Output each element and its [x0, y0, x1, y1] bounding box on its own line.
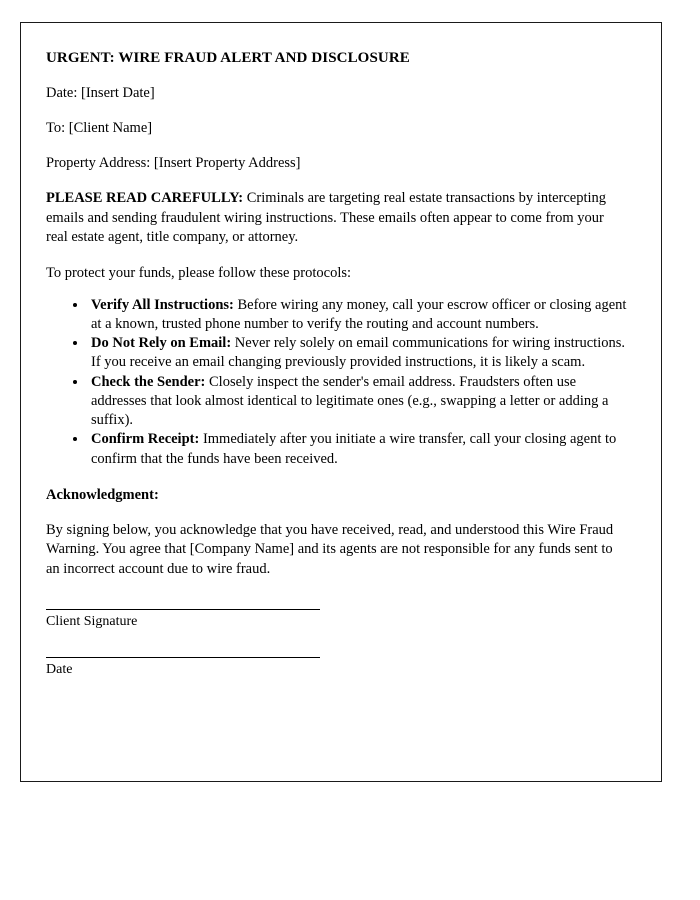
field-property-address: Property Address: [Insert Property Address]: [46, 155, 301, 172]
list-item: [88, 296, 627, 335]
protocols-intro: To protect your funds, please follow these protocols:: [46, 265, 352, 282]
protocol-body: Closely inspect the sender's email address. Fraudsters often use addresses that look almost identical to legitimate ones (e.g., swapping a letter or adding a suffix).: [91, 373, 609, 429]
warning-lead-in: PLEASE READ CAREFULLY:: [46, 190, 244, 207]
document-page: [20, 22, 662, 782]
warning-paragraph: [46, 189, 627, 247]
field-recipient: To: [Client Name]: [46, 120, 153, 137]
protocol-body: Before wiring any money, call your escrow officer or closing agent at a known, trusted phone number to verify the routing and account numbers.: [91, 296, 627, 332]
protocol-body: Never rely solely on email communications for wiring instructions. If you receive an email changing previously provided instructions, it is likely a scam.: [91, 335, 626, 371]
protocols-list: [46, 296, 627, 470]
protocol-lead-in: Verify All Instructions:: [91, 296, 234, 313]
acknowledgment-heading: Acknowledgment:: [46, 487, 159, 504]
document-content: [21, 23, 661, 678]
date-line[interactable]: [46, 657, 320, 658]
protocol-body: Immediately after you initiate a wire transfer, call your closing agent to confirm that the funds have been received.: [91, 431, 617, 467]
signature-block-date: [46, 657, 627, 679]
protocol-lead-in: Do Not Rely on Email:: [91, 335, 232, 352]
page-title: URGENT: WIRE FRAUD ALERT AND DISCLOSURE: [46, 50, 410, 66]
warning-body: Criminals are targeting real estate transactions by intercepting emails and sending fraudulent wiring instructions. These emails often appear to come from your real estate agent, title company, or attorney.: [46, 190, 607, 245]
signature-block-client: [46, 609, 627, 631]
protocol-lead-in: Check the Sender:: [91, 373, 206, 390]
signature-line[interactable]: [46, 609, 320, 610]
acknowledgment-body: By signing below, you acknowledge that you have received, read, and understood this Wire Fraud Warning. You agree that [Company Name] and its agents are not responsible for any funds sent to an incorrect account due to wire fraud.: [46, 522, 614, 577]
field-date: Date: [Insert Date]: [46, 85, 155, 101]
list-item: [88, 430, 627, 469]
signature-label: Client Signature: [46, 613, 138, 629]
list-item: [88, 373, 627, 431]
protocol-lead-in: Confirm Receipt:: [91, 431, 200, 448]
date-label: Date: [46, 661, 73, 677]
list-item: [88, 334, 627, 373]
